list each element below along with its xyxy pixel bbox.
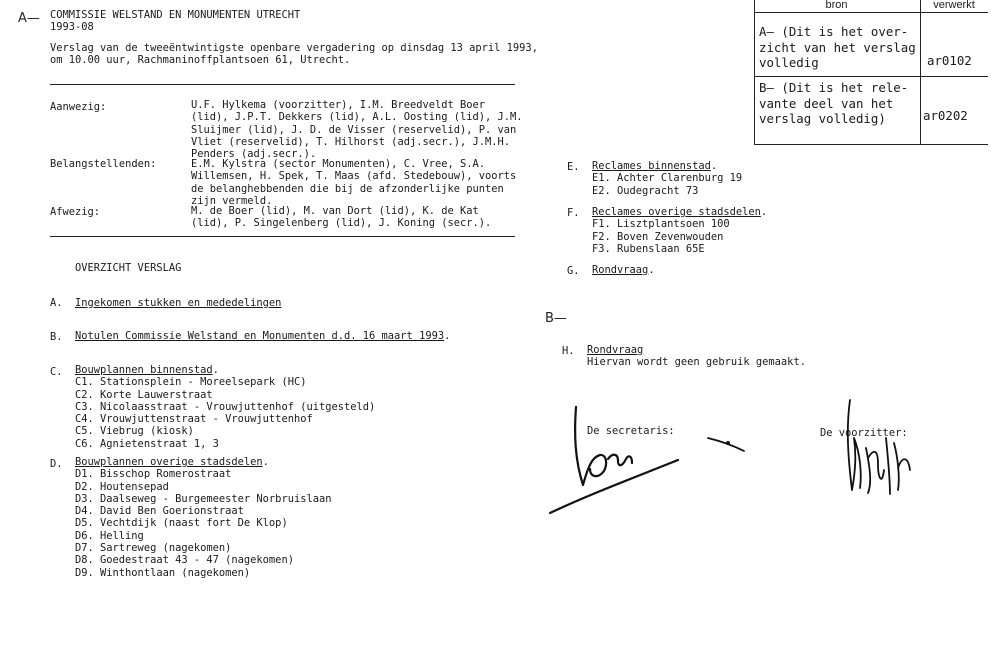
interested-list <box>191 158 516 207</box>
list-item: D4. David Ben Goerionstraat <box>75 505 244 518</box>
present-line: Sluijmer (lid), J. D. de Visser (reservelid), P. van <box>191 123 517 136</box>
verwerkt-code-1: ar0102 <box>927 53 972 68</box>
list-item: D6. Helling <box>75 529 144 542</box>
table-bottom-border <box>754 144 988 145</box>
section-title: Reclames overige stadsdelen. <box>592 206 768 218</box>
header-divider <box>50 84 515 85</box>
list-item: E2. Oudegracht 73 <box>592 184 699 197</box>
secretary-signature-icon <box>548 405 758 515</box>
section-body <box>75 456 331 579</box>
bron-table <box>754 0 988 145</box>
list-item: C4. Vrouwjuttenstraat - Vrouwjuttenhof <box>75 413 313 426</box>
absent-line: (lid), P. Singelenberg (lid), J. Koning (secr.). <box>191 217 492 230</box>
section-letter: G. <box>567 265 580 277</box>
present-list <box>191 99 523 160</box>
org-name: COMMISSIE WELSTAND EN MONUMENTEN UTRECHT <box>50 9 301 21</box>
list-item: C6. Agnietenstraat 1, 3 <box>75 437 219 450</box>
list-item: D9. Winthontlaan (nagekomen) <box>75 566 251 579</box>
section-letter: A. <box>50 297 63 309</box>
section-letter: C. <box>50 366 63 378</box>
section-title: Rondvraag. <box>592 264 655 276</box>
section-text: Hiervan wordt geen gebruik gemaakt. <box>587 356 806 369</box>
verwerkt-header: verwerkt <box>933 0 975 11</box>
section-letter: H. <box>562 345 575 357</box>
present-line: Vliet (reservelid), T. Hilhorst (adj.secr.), J.M.H. <box>191 135 511 148</box>
absent-label: Afwezig: <box>50 206 101 218</box>
margin-mark-a: A— <box>18 11 40 26</box>
secretary-label: De secretaris: <box>587 425 675 437</box>
attendance-divider <box>50 236 515 237</box>
bron-row-1: A— (Dit is het over- zicht van het verslag volledig <box>759 24 916 70</box>
section-title: Rondvraag <box>587 344 644 356</box>
present-line: Penders (adj.secr.). <box>191 148 317 161</box>
report-line-2: om 10.00 uur, Rachmaninoffplantsoen 61, Utrecht. <box>50 54 351 66</box>
section-letter: E. <box>567 161 580 173</box>
list-item: C3. Nicolaasstraat - Vrouwjuttenhof (uitgesteld) <box>75 400 376 413</box>
section-body <box>75 364 375 450</box>
section-title: Reclames binnenstad. <box>592 160 718 172</box>
section-body <box>592 160 742 197</box>
section-letter: F. <box>567 207 580 219</box>
list-item: F1. Lisztplantsoen 100 <box>592 218 730 231</box>
report-line-1: Verslag van de tweeëntwintigste openbare vergadering op dinsdag 13 april 1993, <box>50 42 538 54</box>
list-item: D2. Houtensepad <box>75 480 169 493</box>
list-item: D5. Vechtdijk (naast fort De Klop) <box>75 517 288 530</box>
list-item: C2. Korte Lauwerstraat <box>75 388 213 401</box>
section-letter: D. <box>50 458 63 470</box>
chair-label: De voorzitter: <box>820 427 908 439</box>
section-body <box>587 344 806 369</box>
overview-title: OVERZICHT VERSLAG <box>75 262 182 274</box>
absent-list <box>191 205 491 230</box>
list-item: D1. Bisschop Romerostraat <box>75 468 232 481</box>
section-title: Notulen Commissie Welstand en Monumenten d.d. 16 maart 1993. <box>75 330 451 342</box>
list-item: D8. Goedestraat 43 - 47 (nagekomen) <box>75 554 294 567</box>
list-item: D3. Daalseweg - Burgemeester Norbruislaan <box>75 492 332 505</box>
table-column-divider <box>920 0 921 144</box>
table-row-divider <box>754 76 988 77</box>
list-item: F2. Boven Zevenwouden <box>592 230 724 243</box>
section-title: Ingekomen stukken en mededelingen <box>75 297 282 309</box>
section-title: Bouwplannen overige stadsdelen. <box>75 456 269 468</box>
section-title: Bouwplannen binnenstad. <box>75 364 219 376</box>
interested-line: zijn vermeld. <box>191 194 273 207</box>
present-line: U.F. Hylkema (voorzitter), I.M. Breedveldt Boer <box>191 99 486 111</box>
interested-line: de belanghebbenden die bij de afzonderlijke punten <box>191 182 504 195</box>
present-label: Aanwezig: <box>50 101 107 113</box>
list-item: C5. Viebrug (kiosk) <box>75 425 194 438</box>
list-item: F3. Rubenslaan 65E <box>592 242 705 255</box>
list-item: E1. Achter Clarenburg 19 <box>592 172 743 185</box>
verwerkt-code-2: ar0202 <box>923 108 968 123</box>
bron-row-2: B— (Dit is het rele- vante deel van het verslag volledig) <box>759 80 909 126</box>
present-line: (lid), J.P.T. Dekkers (lid), A.L. Oosting (lid), J.M. <box>191 111 523 124</box>
interested-line: Willemsen, H. Spek, T. Maas (afd. Stedebouw), voorts <box>191 170 517 183</box>
margin-mark-b: B— <box>545 311 567 326</box>
section-body <box>592 206 767 255</box>
interested-line: E.M. Kylstra (sector Monumenten), C. Vree, S.A. <box>191 158 486 170</box>
list-item: D7. Sartreweg (nagekomen) <box>75 542 232 555</box>
interested-label: Belangstellenden: <box>50 158 157 170</box>
chair-signature-icon <box>838 398 918 498</box>
section-letter: B. <box>50 331 63 343</box>
bron-header: bron <box>825 0 848 11</box>
table-left-border <box>754 0 755 144</box>
table-header-line <box>754 12 988 13</box>
absent-line: M. de Boer (lid), M. van Dort (lid), K. de Kat <box>191 205 479 217</box>
report-number: 1993-08 <box>50 21 94 33</box>
list-item: C1. Stationsplein - Moreelsepark (HC) <box>75 376 307 389</box>
